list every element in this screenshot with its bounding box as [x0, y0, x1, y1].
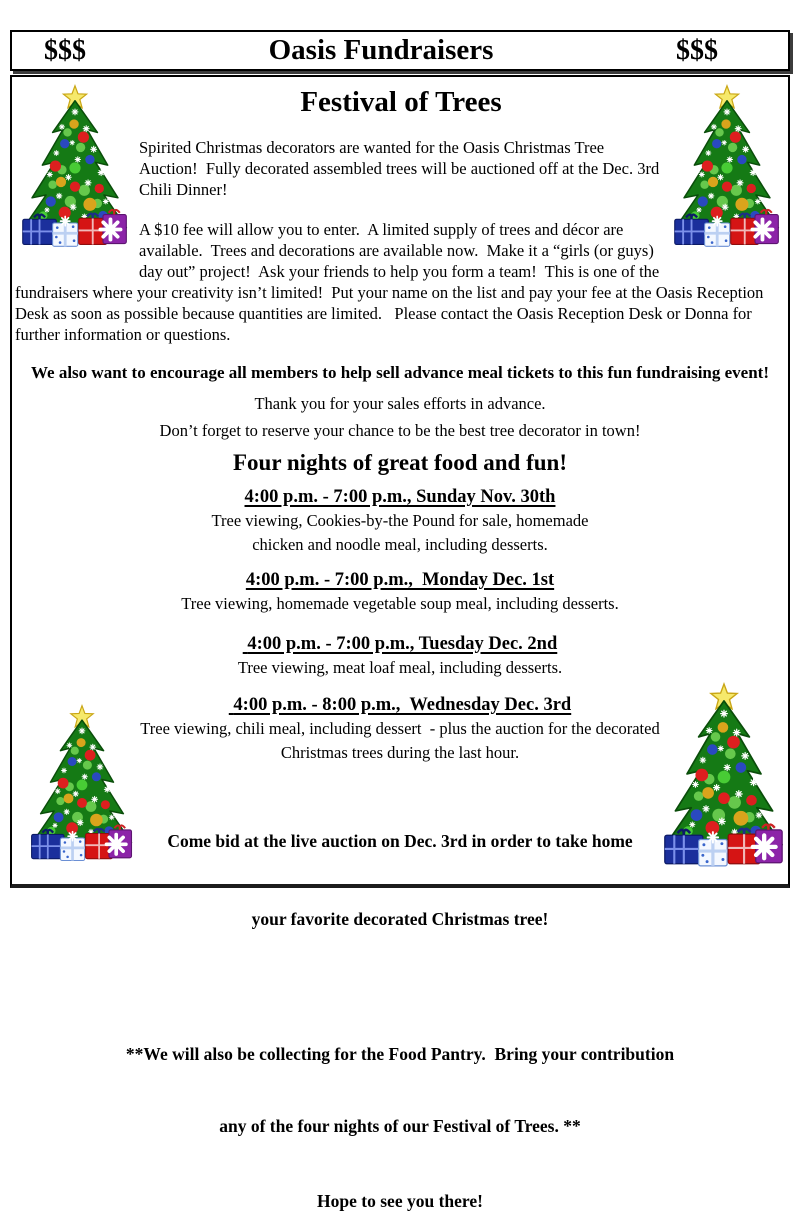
christmas-tree-icon	[660, 684, 788, 868]
food-pantry-note	[15, 994, 785, 1186]
encourage-line: We also want to encourage all members to help sell advance meal tickets to this fun fundraising event!	[30, 363, 770, 382]
schedule-title: Four nights of great food and fun!	[233, 450, 567, 475]
header-title: Oasis Fundraisers	[268, 34, 494, 66]
thanks-line: Thank you for your sales efforts in advance.	[254, 394, 546, 413]
reserve-line: Don’t forget to reserve your chance to be the best tree decorator in town!	[159, 421, 641, 440]
wednesday-heading: 4:00 p.m. - 8:00 p.m., Wednesday Dec. 3rd	[228, 695, 572, 715]
schedule-day-tuesday	[15, 632, 785, 680]
closing-line: Hope to see you there!	[317, 1191, 483, 1211]
sunday-desc-line-2: chicken and noodle meal, including desserts.	[252, 534, 548, 554]
schedule-day-sunday	[15, 485, 785, 556]
dollar-signs-right: $$$	[676, 34, 718, 66]
christmas-tree-icon	[28, 700, 136, 868]
page-title: Festival of Trees	[300, 86, 502, 118]
sunday-heading: 4:00 p.m. - 7:00 p.m., Sunday Nov. 30th	[244, 487, 556, 507]
auction-invite-line-1: Come bid at the live auction on Dec. 3rd in order to take home	[167, 831, 633, 851]
wednesday-desc-line-1: Tree viewing, chili meal, including dessert - plus the auction for the decorated	[140, 719, 660, 738]
tuesday-desc-line-1: Tree viewing, meat loaf meal, including desserts.	[237, 657, 563, 677]
wednesday-desc-line-2: Christmas trees during the last hour.	[280, 742, 520, 762]
tuesday-heading: 4:00 p.m. - 7:00 p.m., Tuesday Dec. 2nd	[242, 633, 558, 654]
sunday-desc-line-1: Tree viewing, Cookies-by-the Pound for sale, homemade	[211, 511, 589, 530]
sunday-heading-row	[15, 485, 785, 509]
tuesday-heading-row	[15, 632, 785, 656]
intro-paragraph: Spirited Christmas decorators are wanted for the Oasis Christmas Tree Auction! Fully decorated assembled trees will be auctioned off at the Dec. 3rd Chili Dinner!	[139, 138, 664, 199]
food-pantry-line-1: **We will also be collecting for the Food Pantry. Bring your contribution	[125, 1044, 675, 1064]
food-pantry-line-2: any of the four nights of our Festival of Trees. **	[219, 1116, 581, 1136]
christmas-tree-icon	[671, 80, 783, 254]
schedule-day-monday	[15, 568, 785, 616]
details-paragraph: A $10 fee will allow you to enter. A limited supply of trees and décor are available. Trees and decorations are available now. Make it a “girls (or guys) day out” project! Ask your friends to help you form a team! This is one of the fundraisers where your creativity isn’t limited! Put your name on the list and pay your fee at the Oasis Reception Desk as soon as possible because quantities are limited. Please contact the Oasis Reception Desk or Donna for further information or questions.	[15, 220, 768, 344]
dollar-signs-left: $$$	[44, 34, 86, 66]
auction-invite-line-2: your favorite decorated Christmas tree!	[251, 909, 549, 929]
christmas-tree-icon	[19, 80, 131, 254]
monday-heading-row	[15, 568, 785, 592]
flyer-body	[10, 75, 790, 1211]
monday-desc-line-1: Tree viewing, homemade vegetable soup meal, including desserts.	[181, 594, 619, 613]
header-banner	[10, 30, 790, 71]
monday-heading: 4:00 p.m. - 7:00 p.m., Monday Dec. 1st	[245, 570, 555, 590]
